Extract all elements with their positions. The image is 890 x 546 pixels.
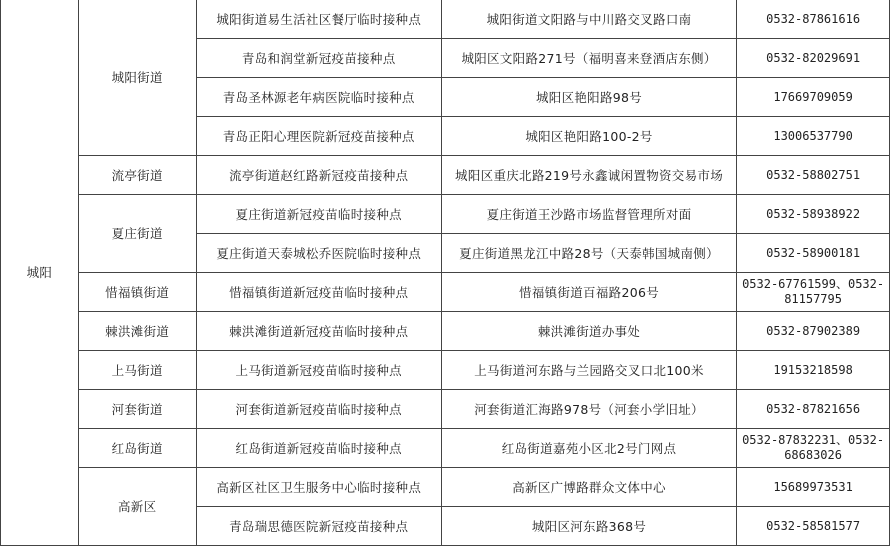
address-cell: 红岛街道嘉苑小区北2号门网点 [441,429,736,468]
phone-cell: 0532-67761599、0532-81157795 [737,273,890,312]
table-row [1,312,890,351]
site-name-cell: 夏庄街道新冠疫苗临时接种点 [196,195,441,234]
address-cell: 夏庄街道王沙路市场监督管理所对面 [441,195,736,234]
street-cell: 红岛街道 [78,429,196,468]
site-name-cell: 惜福镇街道新冠疫苗临时接种点 [196,273,441,312]
phone-cell: 0532-87861616 [737,0,890,39]
street-cell: 惜福镇街道 [78,273,196,312]
site-name-cell: 青岛正阳心理医院新冠疫苗接种点 [196,117,441,156]
street-cell: 高新区 [78,468,196,546]
phone-cell: 0532-87902389 [737,312,890,351]
phone-cell: 13006537790 [737,117,890,156]
phone-cell: 15689973531 [737,468,890,507]
site-name-cell: 青岛瑞思德医院新冠疫苗接种点 [196,507,441,546]
site-name-cell: 青岛和润堂新冠疫苗接种点 [196,39,441,78]
address-cell: 城阳区河东路368号 [441,507,736,546]
street-cell: 城阳街道 [78,0,196,156]
site-name-cell: 流亭街道赵红路新冠疫苗接种点 [196,156,441,195]
site-name-cell: 河套街道新冠疫苗临时接种点 [196,390,441,429]
street-cell: 棘洪滩街道 [78,312,196,351]
table-row [1,195,890,234]
table-row [1,351,890,390]
phone-cell: 0532-58938922 [737,195,890,234]
address-cell: 城阳区重庆北路219号永鑫诚闲置物资交易市场 [441,156,736,195]
table-row [1,429,890,468]
site-name-cell: 青岛圣林源老年病医院临时接种点 [196,78,441,117]
phone-cell: 19153218598 [737,351,890,390]
phone-cell: 0532-87821656 [737,390,890,429]
phone-cell: 0532-82029691 [737,39,890,78]
phone-cell: 0532-58581577 [737,507,890,546]
phone-cell: 0532-87832231、0532-68683026 [737,429,890,468]
address-cell: 城阳区文阳路271号（福明喜来登酒店东侧） [441,39,736,78]
address-cell: 高新区广博路群众文体中心 [441,468,736,507]
site-name-cell: 上马街道新冠疫苗临时接种点 [196,351,441,390]
table-body [1,0,890,546]
address-cell: 城阳街道文阳路与中川路交叉路口南 [441,0,736,39]
address-cell: 夏庄街道黑龙江中路28号（天泰韩国城南侧） [441,234,736,273]
site-name-cell: 棘洪滩街道新冠疫苗临时接种点 [196,312,441,351]
district-cell: 城阳 [1,0,79,546]
table-row [1,156,890,195]
street-cell: 流亭街道 [78,156,196,195]
address-cell: 惜福镇街道百福路206号 [441,273,736,312]
street-cell: 上马街道 [78,351,196,390]
street-cell: 河套街道 [78,390,196,429]
phone-cell: 0532-58802751 [737,156,890,195]
site-name-cell: 夏庄街道天泰城松乔医院临时接种点 [196,234,441,273]
site-name-cell: 高新区社区卫生服务中心临时接种点 [196,468,441,507]
address-cell: 河套街道汇海路978号（河套小学旧址） [441,390,736,429]
address-cell: 上马街道河东路与兰园路交叉口北100米 [441,351,736,390]
site-name-cell: 城阳街道易生活社区餐厅临时接种点 [196,0,441,39]
address-cell: 城阳区艳阳路100-2号 [441,117,736,156]
table-row [1,0,890,39]
site-name-cell: 红岛街道新冠疫苗临时接种点 [196,429,441,468]
table-row [1,468,890,507]
phone-cell: 0532-58900181 [737,234,890,273]
table-row [1,273,890,312]
phone-cell: 17669709059 [737,78,890,117]
table-row [1,390,890,429]
street-cell: 夏庄街道 [78,195,196,273]
address-cell: 棘洪滩街道办事处 [441,312,736,351]
address-cell: 城阳区艳阳路98号 [441,78,736,117]
